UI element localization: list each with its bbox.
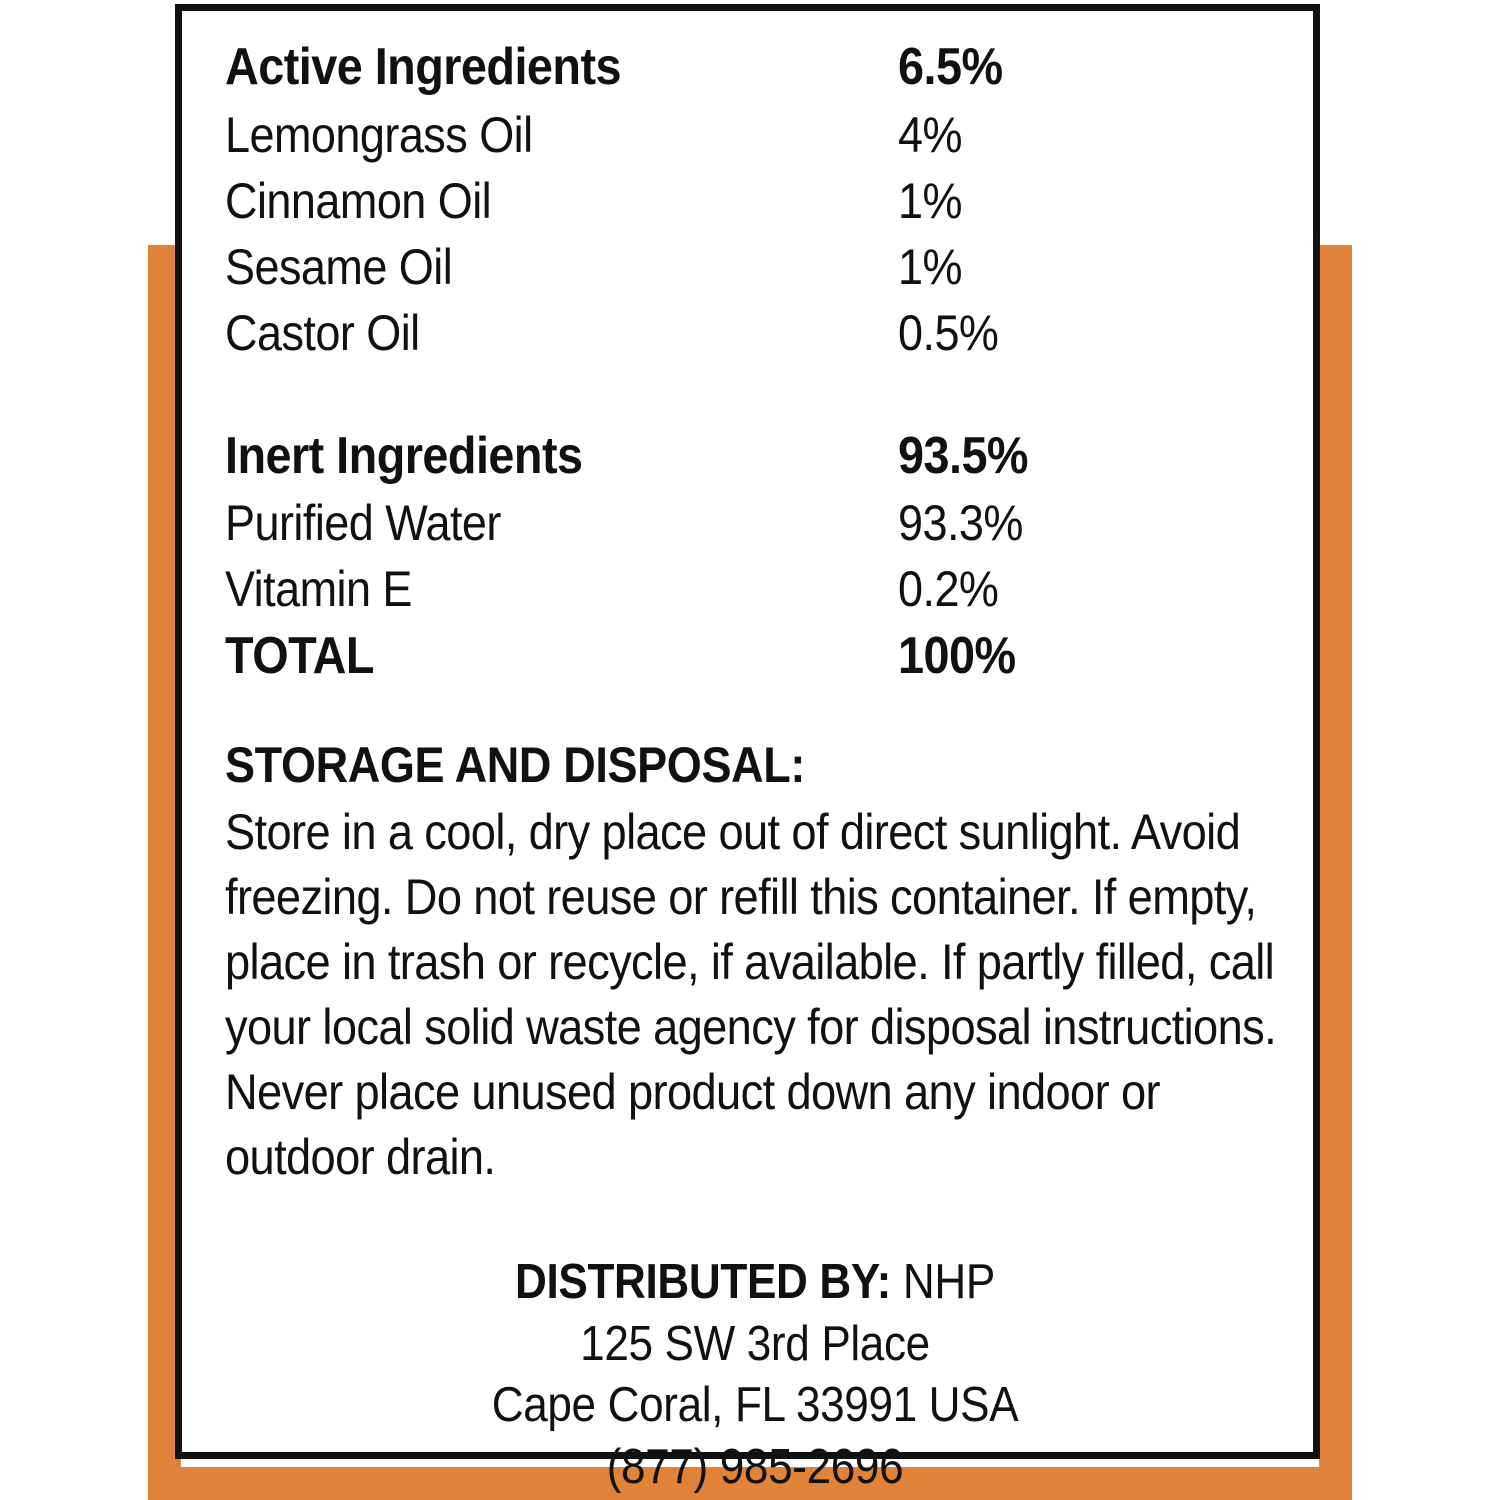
ingredient-name: Castor Oil xyxy=(225,304,420,361)
distributed-by-label: DISTRIBUTED BY: xyxy=(515,1254,892,1309)
distributed-by-line xyxy=(278,1252,1232,1314)
active-ingredients-heading-row xyxy=(225,33,1285,102)
ingredient-value: 1% xyxy=(897,238,962,295)
ingredient-name: Vitamin E xyxy=(225,561,412,618)
ingredient-row xyxy=(225,556,1285,622)
ingredient-name: Lemongrass Oil xyxy=(225,106,533,163)
ingredient-row xyxy=(225,234,1285,300)
label-content xyxy=(225,33,1285,1495)
total-label: TOTAL xyxy=(225,627,374,686)
ingredient-value: 0.2% xyxy=(897,561,999,618)
ingredient-value: 93.3% xyxy=(897,495,1023,552)
active-ingredients-label: Active Ingredients xyxy=(225,38,621,96)
inert-ingredients-label: Inert Ingredients xyxy=(225,426,583,485)
accent-bar-right xyxy=(1319,245,1352,1500)
total-value: 100% xyxy=(897,627,1016,686)
ingredient-row xyxy=(225,490,1285,556)
distributor-company: NHP xyxy=(902,1254,995,1309)
distributor-street: 125 SW 3rd Place xyxy=(580,1316,930,1371)
ingredient-value: 1% xyxy=(897,172,962,229)
section-spacer xyxy=(225,366,1285,422)
ingredient-name: Cinnamon Oil xyxy=(225,172,492,229)
total-row xyxy=(225,622,1285,691)
inert-ingredients-value: 93.5% xyxy=(897,426,1028,485)
distributor-company-spacer xyxy=(891,1255,903,1309)
ingredient-name: Sesame Oil xyxy=(225,238,453,295)
ingredient-value: 0.5% xyxy=(897,304,999,361)
storage-body-text: Store in a cool, dry place out of direct sunlight. Avoid freezing. Do not reuse or refill this container. If empty, place in trash or recycle, if available. If partly filled, call your local solid waste agency for disposal instructions. Never place unused product down any indoor or outdoor drain. xyxy=(225,803,1277,1185)
ingredient-row xyxy=(225,300,1285,366)
ingredients-table xyxy=(225,33,1285,691)
distributor-phone: (877) 985-2696 xyxy=(606,1440,904,1495)
ingredient-name: Purified Water xyxy=(225,495,501,552)
storage-and-disposal-section xyxy=(225,735,1285,1190)
ingredient-row xyxy=(225,102,1285,168)
active-ingredients-value: 6.5% xyxy=(897,38,1003,96)
storage-heading: STORAGE AND DISPOSAL: xyxy=(225,736,805,793)
ingredient-value: 4% xyxy=(897,106,962,163)
ingredient-row xyxy=(225,168,1285,234)
label-card xyxy=(175,4,1320,1495)
inert-ingredients-heading-row xyxy=(225,422,1285,491)
distributor-section xyxy=(225,1252,1285,1499)
distributor-city-state-zip: Cape Coral, FL 33991 USA xyxy=(491,1378,1019,1433)
